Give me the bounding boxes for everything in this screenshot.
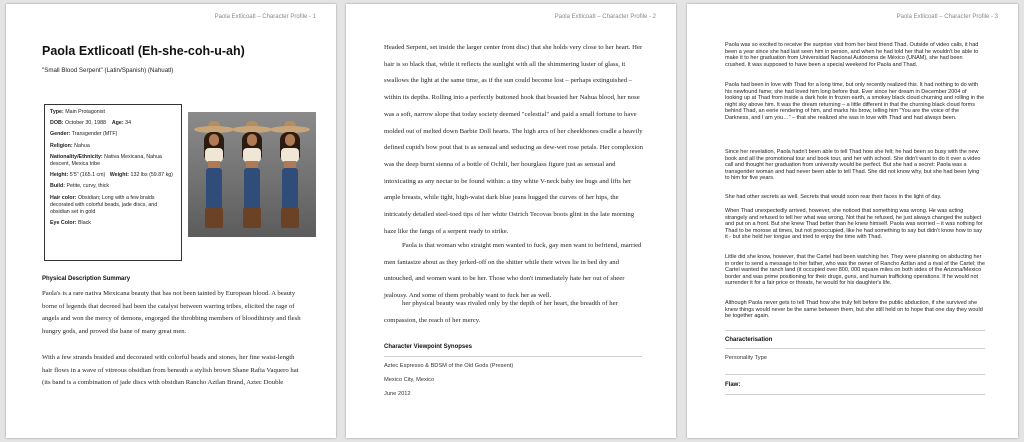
- body-paragraph: With a few strands braided and decorated with colorful beads and stones, her fine waist-length hair flows in a wave of vitreous obsidian from beneath a stylish brown Shane Rafia Vaquero hat (its band is a combination of jade discs with obsidian Rancho Aztlan Brand, Aztec Double: [42, 354, 299, 386]
- document-page-3: [687, 4, 1018, 438]
- body-paragraph: Paola is that woman who straight men wanted to fuck, gay men want to befriend, married men fantasize about as they jerked-off on the shitter while their wives lie in bed dry and untouched, and women want to be her. Those who don't immediately hate her out of sheer jealousy. And some of them probably want to fuck her as well.: [384, 242, 642, 300]
- portrait-figure: [276, 126, 304, 234]
- info-type: Type: Main Protagonist: [50, 109, 105, 115]
- body-paragraph: Paola was so excited to receive the surprise visit from her best friend Thad. Outside of video calls, it had been a year since she had last seen him in person, and when he had told her that he wouldn't be able to make it to her graduation from Universidad Nacional Autónoma de México (UNAM), she had been crushed. It was supposed to have been a special weekend for Paola and Thad.: [725, 42, 979, 68]
- info-eye: Eye Color: Black: [50, 220, 91, 227]
- info-nationality: Nationality/Ethnicity: Nativa Mexicana, Nahua descent, Mexica tribe: [50, 153, 162, 168]
- info-gender: Gender: Transgender (MTF): [50, 131, 118, 138]
- body-paragraph: She had other secrets as well. Secrets that would soon rear their faces in the light of day.: [725, 194, 942, 200]
- divider: [725, 394, 985, 395]
- portrait-figure: [238, 126, 266, 234]
- section-heading: Flaw:: [725, 382, 741, 388]
- body-paragraph: When Thad unexpectedly arrived, however, she noticed that something was wrong. He was acting strangely and refused to tell her what was wrong. Not that he refused, he just always changed the subject and put on a front. But she knew Thad better than he knew himself. Paola was worried – it was nothing for Thad to be morose at times, but not preoccupied, like he had something to say but didn't know how to say it - but she held her tongue and tried to enjoy the time with Thad.: [725, 208, 983, 241]
- info-hair: Hair color: Obsidian; Long with a few braids decorated with colorful beads, jade discs, and obsidian set in gold: [50, 194, 158, 216]
- page-header: Paola Extlicoatl – Character Profile - 3: [896, 14, 998, 20]
- character-info-box: [44, 104, 182, 261]
- page-subtitle: "Small Blood Serpent" (Latin/Spanish) (Nahuatl): [42, 67, 174, 74]
- document-page-1: [6, 4, 336, 438]
- body-paragraph: her physical beauty was rivaled only by the depth of her heart, the breadth of her compassion, the reach of her mercy.: [384, 300, 618, 324]
- body-paragraph: Headed Serpent, set inside the larger center front disc) that she holds very close to her heart. Her hair is so black that, while it reflects the sunlight with all the shimmering luster of glass, it swallows the light at the same time, as if the sun could become lost – perhaps extinguished – within its depths. Rolling into a perfectly buttoned hook that boasted her Nahua blood, her nose was a soft, narrow slope that today society deemed "celestial" and paid a small fortune to have molded out of melted down Barbie Doll hearts. The high arcs of her cheekbones cradle a heavily defined cupid's bow pout that is as sensual and seducing as dew-wet rose petals. Her complexion was the deep burnt sienna of a bottle of Ochtli, her hourglass figure just as sensual and intoxicating as any nectar to be found within: a tiny white V-neck baby tee hugs and lifts her ample breasts, while tight, high-waist dark blue jeans hugged the curves of her hips, the intricately detailed steel-toed tips of her white Ostrich Tecovas boots glint in the late morning haze like the fangs of a serpent ready to strike.: [384, 44, 643, 235]
- section-heading: Character Viewpoint Synopses: [384, 344, 472, 350]
- page-title: Paola Extlicoatl (Eh-she-coh-u-ah): [42, 44, 245, 58]
- synopsis-line: Aztec Espresso & BDSM of the Old Gods (Present): [384, 363, 514, 369]
- synopsis-line: June 2012: [384, 391, 411, 397]
- characterisation-item: Personality Type: [725, 355, 767, 361]
- body-paragraph: Since her revelation, Paola hadn't been able to tell Thad how she felt; he had been so busy with the new book and all the promotional tour and book tour, and her with school. She didn't want to do it over a video call and thought her graduation from university would be perfect. But she had a secret: Paola was a transgender woman and had never been able to tell Thad. She did not know why, but she had been lying to him for five years.: [725, 149, 981, 182]
- info-dob: DOB: October 30, 1988 Age: 34: [50, 120, 132, 127]
- document-page-2: [346, 4, 676, 438]
- character-portrait-image: [188, 112, 316, 237]
- body-paragraph: Although Paola never gets to tell Thad how she truly felt before the public abduction, if she survived she knew things would never be the same between them, but she still held on to hope that one day they would be together again.: [725, 300, 983, 320]
- synopsis-line: Mexico City, Mexico: [384, 377, 435, 383]
- page-header: Paola Extlicoatl – Character Profile - 2: [554, 14, 656, 20]
- portrait-figure: [200, 126, 228, 234]
- divider: [725, 348, 985, 349]
- info-build: Build: Petite, curvy, thick: [50, 183, 110, 190]
- body-paragraph: Paola's is a rare nativa Mexicana beauty that has not been tainted by European blood. A beauty borne of legends that decreed had been the catalyst between warring tribes, elicited the rage of angels and won the mercy of demons, engorged the throbbing members of bloodthirsty and flesh hungry gods, and proved the bane of many great men.: [42, 290, 301, 335]
- page-header: Paola Extlicoatl – Character Profile - 1: [214, 14, 316, 20]
- info-religion: Religion: Nahua: [50, 142, 90, 149]
- section-heading: Physical Description Summary: [42, 276, 131, 282]
- divider: [384, 356, 642, 357]
- info-height-weight: Height: 5'5" (165.1 cm) Weight: 132 lbs (59.87 kg): [50, 172, 173, 179]
- section-heading: Characterisation: [725, 337, 773, 343]
- divider: [725, 330, 985, 331]
- divider: [725, 374, 985, 375]
- body-paragraph: Little did she know, however, that the Cartel had been watching her. They were planning on abducting her in order to send a message to her father, who was the owner of Rancho Aztlan and a rival of the Cartel; the Cartel wanted the ranch land (it occupied over 800, 000 square miles on both sides of the Arizona/Mexico border and was prime positioning for their drugs, guns, and human trafficking operations. If he would not surrender it for a fair price or threats, he would for his daughter's life.: [725, 254, 985, 287]
- body-paragraph: Paola had been in love with Thad for a long time, but only recently realized this. It had nothing to do with his newfound fame; she had loved him long before that. Ever since her dream in December 2004 of looking up at Thad from inside a dark hole in frozen earth, a smokey black cloud churning and rolling in the night sky above him. It was the dream returning – a little different in that the churning black cloud forms behind Thad, an eerie rendering of him, and marks his brow, telling him "You are the voice of the Darkness, and I am you…" – that she realized she was in love with Thad and had always been.: [725, 82, 985, 121]
